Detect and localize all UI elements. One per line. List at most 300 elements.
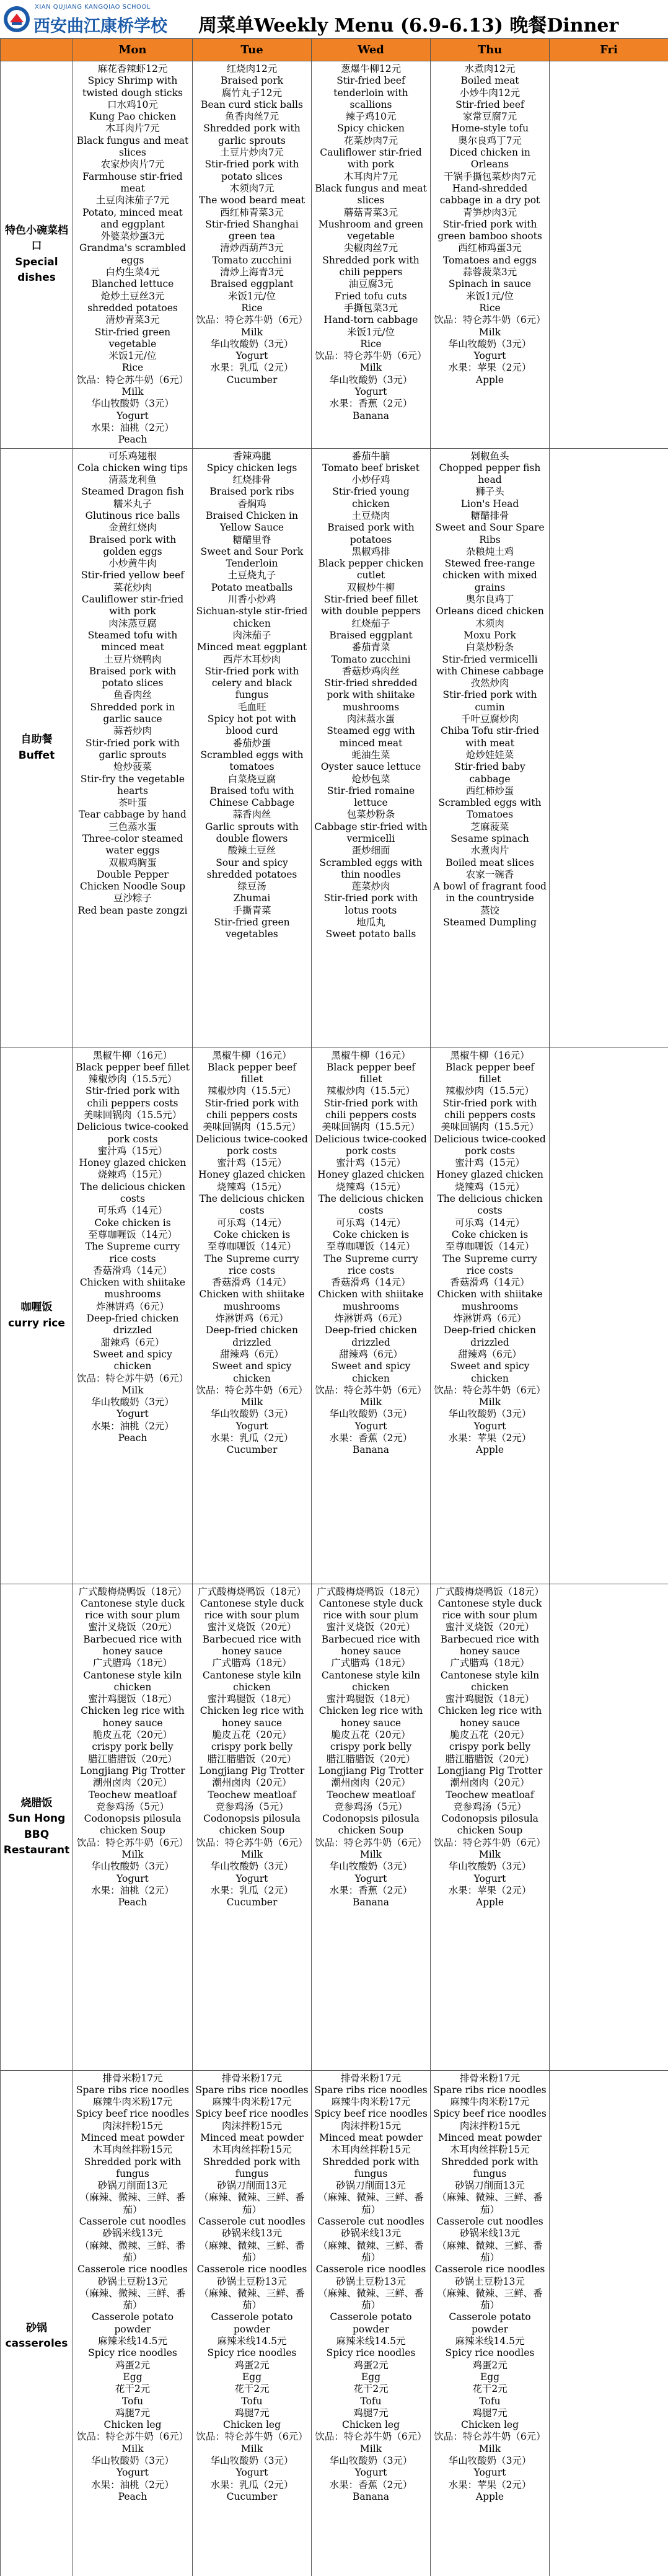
menu-item-line: 清炒青菜3元 xyxy=(105,314,160,326)
menu-item-line: （麻辣、微辣、三鲜、番茄） xyxy=(79,2287,186,2311)
menu-item-line: Teochew meatloaf xyxy=(446,1789,534,1801)
menu-item-line: Delicious twice-cooked pork costs xyxy=(196,1133,308,1157)
menu-item-line: 米饭1元/位 xyxy=(108,350,157,362)
menu-item-line: Spare ribs rice noodles xyxy=(314,2084,428,2096)
menu-item-line: Black pepper beef fillet xyxy=(207,1061,297,1085)
menu-item-line: Boiled meat xyxy=(460,75,519,87)
menu-item-line: Shredded pork with fungus xyxy=(441,2156,538,2179)
menu-item-line: Milk xyxy=(240,1849,263,1861)
menu-item-line: Casserole potato powder xyxy=(91,2311,174,2335)
menu-item-line: Sweet and spicy chicken xyxy=(331,1361,411,1384)
menu-item-line: 土豆片烧鸭肉 xyxy=(103,653,162,665)
menu-item-line: Cantonese style kiln chicken xyxy=(321,1669,421,1693)
page-title: 周菜单Weekly Menu (6.9-6.13) 晚餐Dinner xyxy=(198,15,619,37)
menu-item-line: Rice xyxy=(121,362,144,374)
menu-item-line: 水果：香蕉（2元） xyxy=(329,1884,413,1896)
menu-item-line: crispy pork belly xyxy=(92,1741,174,1753)
menu-row xyxy=(1,1584,668,2070)
menu-item-line: Casserole rice noodles xyxy=(434,2264,545,2275)
menu-item-line: 饮品：特仑苏牛奶（6元） xyxy=(434,1837,546,1848)
menu-item-line: 茶叶蛋 xyxy=(118,797,147,809)
menu-item-line: Milk xyxy=(121,1849,144,1861)
menu-item-line: 木耳肉丝拌粉15元 xyxy=(92,2144,173,2156)
menu-item-line: 麻辣牛肉米粉17元 xyxy=(450,2096,530,2108)
menu-item-line: Tomato zucchini xyxy=(331,653,411,665)
menu-item-line: 辣椒炒肉（15.5元） xyxy=(445,1085,534,1097)
menu-cell xyxy=(312,448,431,1048)
menu-item-line: Tofu xyxy=(241,2395,263,2407)
menu-item-line: Yogurt xyxy=(116,1408,149,1420)
menu-item-line: Stir-fried pork with chili peppers costs xyxy=(204,1097,299,1121)
menu-cell xyxy=(312,61,431,449)
menu-item-line: Stir-fry the vegetable hearts xyxy=(80,773,185,796)
menu-item-line: The delicious chicken costs xyxy=(318,1193,424,1217)
menu-item-line: 美味回锅肉（15.5元） xyxy=(203,1121,301,1133)
menu-item-line: Stir-fried shredded pork with shiitake mushrooms xyxy=(324,677,418,713)
menu-item-line: 麻辣牛肉米粉17元 xyxy=(331,2096,411,2108)
menu-item-line: Deep-fried chicken drizzled xyxy=(206,1325,298,1348)
menu-item-line: （麻辣、微辣、三鲜、番茄） xyxy=(437,2239,543,2263)
menu-cell xyxy=(193,2070,312,2576)
menu-item-line: Zhumai xyxy=(233,893,271,904)
menu-row xyxy=(1,448,668,1048)
menu-item-line: 红烧茄子 xyxy=(351,617,390,629)
menu-item-line: 华山牧酸奶（3元） xyxy=(91,398,174,410)
menu-item-line: Chicken leg rice with honey sauce xyxy=(319,1705,423,1729)
menu-item-line: 可乐鸡（14元） xyxy=(455,1217,525,1228)
menu-item-line: Sweet and Sour Spare Ribs xyxy=(435,522,545,545)
menu-item-line: 炝炒娃娃菜 xyxy=(465,749,514,761)
menu-item-line: Milk xyxy=(478,1396,501,1408)
menu-item-line: 木须肉 xyxy=(475,617,504,629)
menu-cell xyxy=(431,1048,550,1584)
section-label xyxy=(1,2070,73,2576)
menu-item-line: Sesame spinach xyxy=(450,833,529,844)
menu-item-line: Stir-fried yellow beef xyxy=(81,570,184,581)
menu-item-line: 蒜蓉菠菜3元 xyxy=(462,267,517,278)
menu-item-line: shredded potatoes xyxy=(87,302,178,314)
menu-item-line: Teochew meatloaf xyxy=(88,1789,177,1801)
menu-item-line: 油豆腐3元 xyxy=(348,278,393,290)
menu-item-line: 绿豆汤 xyxy=(237,881,266,893)
menu-item-line: Cantonese style kiln chicken xyxy=(202,1669,302,1693)
menu-item-line: 水果：苹果（2元） xyxy=(448,362,532,374)
menu-item-line: 水果：苹果（2元） xyxy=(448,1884,532,1896)
menu-item-line: 甜辣鸡（6元） xyxy=(339,1348,403,1360)
menu-item-line: Banana xyxy=(352,2490,390,2502)
menu-item-line: 广式腊鸡（18元） xyxy=(92,1657,173,1669)
day-header: Mon xyxy=(73,39,193,61)
menu-item-line: 至尊咖喱饭（14元） xyxy=(326,1241,416,1253)
menu-item-line: Grandma's scrambled eggs xyxy=(79,242,186,266)
menu-item-line: 砂锅刀削面13元 xyxy=(455,2180,525,2192)
menu-item-line: 土豆片炒肉7元 xyxy=(220,147,284,159)
menu-item-line: 炸淋饼鸡（6元） xyxy=(215,1313,289,1325)
menu-item-line: 饮品：特仑苏牛奶（6元） xyxy=(76,2431,189,2443)
menu-item-line: 麻辣米线14.5元 xyxy=(217,2336,287,2347)
menu-item-line: （麻辣、微辣、三鲜、番茄） xyxy=(199,2287,305,2311)
menu-item-line: 砂锅米线13元 xyxy=(102,2228,163,2239)
menu-item-line: Banana xyxy=(352,1444,390,1456)
menu-item-line: 砂锅米线13元 xyxy=(221,2228,283,2239)
menu-item-line: 花干2元 xyxy=(234,2383,270,2395)
menu-item-line: 米饭1元/位 xyxy=(346,326,395,338)
menu-item-line: Delicious twice-cooked pork costs xyxy=(76,1121,189,1145)
menu-item-line: Cantonese style duck rice with sour plum xyxy=(81,1597,185,1621)
menu-item-line: Kung Pao chicken xyxy=(89,111,177,123)
menu-item-line: Casserole potato powder xyxy=(449,2311,531,2335)
section-label-en: Special dishes xyxy=(15,255,58,285)
menu-item-line: 麻花香辣虾12元 xyxy=(97,63,168,74)
menu-item-line: 外婆菜炒蛋3元 xyxy=(100,231,165,242)
menu-item-line: 烧辣鸡（15元） xyxy=(97,1169,168,1181)
menu-item-line: 潮州卤肉（20元） xyxy=(92,1777,173,1789)
menu-item-line: Yogurt xyxy=(354,1872,387,1884)
menu-item-line: 莲菜炒肉 xyxy=(351,881,390,893)
menu-item-line: Potato, minced meat and eggplant xyxy=(82,206,183,230)
menu-item-line: 广式腊鸡（18元） xyxy=(331,1657,411,1669)
menu-item-line: Milk xyxy=(478,326,501,338)
menu-item-line: Stir-fried pork with garlic sprouts xyxy=(86,737,180,761)
menu-item-line: Coke chicken is xyxy=(451,1228,529,1240)
menu-item-line: 腊江腊腊饭（20元） xyxy=(445,1753,535,1765)
menu-item-line: Cantonese style duck rice with sour plum xyxy=(437,1597,542,1621)
menu-item-line: 排骨米粉17元 xyxy=(221,2072,283,2084)
menu-item-line: 广式酸梅烧鸭饭（18元） xyxy=(317,1586,425,1597)
menu-item-line: 辣椒炒肉（15.5元） xyxy=(88,1074,177,1085)
menu-item-line: 华山牧酸奶（3元） xyxy=(329,1408,413,1420)
menu-item-line: Casserole rice noodles xyxy=(77,2264,188,2275)
menu-item-line: 水煮肉12元 xyxy=(464,63,516,74)
menu-item-line: Tofu xyxy=(479,2395,501,2407)
menu-item-line: 饮品：特仑苏牛奶（6元） xyxy=(76,1372,189,1384)
menu-item-line: Cantonese style duck rice with sour plum xyxy=(200,1597,304,1621)
menu-item-line: Longjiang Pig Trotter xyxy=(80,1765,185,1776)
menu-item-line: Barbecued rice with honey sauce xyxy=(440,1633,540,1657)
menu-item-line: 蛋炒细面 xyxy=(351,845,390,857)
menu-item-line: A bowl of fragrant food in the countryside xyxy=(433,881,547,904)
menu-item-line: 香菇滑鸡（14元） xyxy=(92,1264,173,1276)
menu-item-line: The wood beard meat xyxy=(198,195,305,206)
menu-item-line: 蒜苔炒肉 xyxy=(113,725,152,737)
menu-item-line: Chicken leg rice with honey sauce xyxy=(437,1705,542,1729)
menu-item-line: Cauliflower stir-fried with pork xyxy=(320,147,422,170)
menu-cell xyxy=(431,1584,550,2070)
menu-item-line: Milk xyxy=(359,1396,382,1408)
menu-item-line: Teochew meatloaf xyxy=(208,1789,296,1801)
menu-item-line: 美味回锅肉（15.5元） xyxy=(83,1109,182,1121)
section-label-cn: 烧腊饭 xyxy=(20,1796,53,1809)
menu-item-line: Stir-fried pork with chili peppers costs xyxy=(442,1097,537,1121)
section-label xyxy=(1,1584,73,2070)
menu-item-line: 排骨米粉17元 xyxy=(102,2072,163,2084)
section-label-en: curry rice xyxy=(8,1317,65,1330)
menu-item-line: 竞参鸡汤（5元） xyxy=(334,1801,408,1812)
menu-item-line: 广式酸梅烧鸭饭（18元） xyxy=(78,1586,187,1597)
menu-item-line: 饮品：特仑苏牛奶（6元） xyxy=(434,2431,546,2443)
menu-item-line: 饮品：特仑苏牛奶（6元） xyxy=(315,2431,427,2443)
school-emblem-icon xyxy=(2,5,31,33)
menu-item-line: Yogurt xyxy=(235,1872,268,1884)
menu-item-line: Milk xyxy=(121,386,144,398)
menu-item-line: Spicy rice noodles xyxy=(445,2347,535,2359)
menu-item-line: 华山牧酸奶（3元） xyxy=(448,338,532,350)
menu-item-line: 酸辣土豆丝 xyxy=(227,845,276,857)
menu-item-line: 小炒黄牛肉 xyxy=(108,558,157,570)
menu-item-line: 地瓜丸 xyxy=(356,917,385,929)
menu-item-line: Double Pepper Chicken Noodle Soup xyxy=(79,868,185,893)
menu-item-line: 千叶豆腐炒肉 xyxy=(460,713,519,725)
menu-item-line: Chicken with shiitake mushrooms xyxy=(199,1289,305,1312)
menu-item-line: 清炒上海青3元 xyxy=(220,267,284,278)
menu-item-line: 水果：乳瓜（2元） xyxy=(210,2479,294,2490)
menu-cell xyxy=(193,61,312,449)
menu-item-line: 花干2元 xyxy=(353,2383,389,2395)
menu-item-line: Yogurt xyxy=(235,1420,268,1432)
menu-item-line: 川香小炒鸡 xyxy=(227,594,276,606)
menu-item-line: 腊江腊腊饭（20元） xyxy=(207,1753,297,1765)
menu-item-line: 木耳肉丝拌粉15元 xyxy=(331,2144,411,2156)
menu-cell xyxy=(550,1584,668,2070)
menu-item-line: Cantonese style kiln chicken xyxy=(83,1669,182,1693)
menu-item-line: Milk xyxy=(478,1849,501,1861)
menu-item-line: crispy pork belly xyxy=(211,1741,293,1753)
menu-item-line: 家常豆腐7元 xyxy=(462,111,517,123)
menu-item-line: Egg xyxy=(480,2371,500,2383)
menu-item-line: 土豆烧肉 xyxy=(351,509,390,521)
menu-cell xyxy=(73,1584,193,2070)
menu-item-line: 奥尔良鸡丁7元 xyxy=(458,135,522,146)
menu-item-line: Cola chicken wing tips xyxy=(77,462,188,474)
menu-item-line: Diced chicken in Orleans xyxy=(449,147,530,170)
menu-item-line: Casserole cut noodles xyxy=(79,2216,187,2228)
menu-item-line: Yogurt xyxy=(235,350,268,362)
menu-item-line: Stir-fried pork with green bamboo shoots xyxy=(437,218,542,242)
menu-item-line: 鸡蛋2元 xyxy=(353,2359,389,2371)
menu-item-line: 水果：香蕉（2元） xyxy=(329,2479,413,2490)
menu-item-line: Spinach in sauce xyxy=(448,278,532,290)
menu-item-line: Deep-fried chicken drizzled xyxy=(86,1313,179,1336)
day-header: Thu xyxy=(431,39,550,61)
menu-item-line: Rice xyxy=(479,302,501,314)
menu-item-line: 水果：香蕉（2元） xyxy=(329,398,413,410)
menu-item-line: Steamed Dragon fish xyxy=(81,486,184,498)
menu-item-line: 鸡蛋2元 xyxy=(234,2359,270,2371)
menu-item-line: 奥尔良鸡丁 xyxy=(465,594,514,606)
menu-item-line: Spicy rice noodles xyxy=(326,2347,416,2359)
menu-item-line: 至尊咖喱饭（14元） xyxy=(207,1241,297,1253)
menu-item-line: Braised tofu with Chinese Cabbage xyxy=(209,785,295,809)
menu-item-line: 肉沫拌粉15元 xyxy=(221,2120,283,2132)
menu-item-line: Black fungus and meat slices xyxy=(76,135,189,159)
menu-item-line: 竞参鸡汤（5元） xyxy=(453,1801,527,1812)
menu-cell xyxy=(312,1584,431,2070)
menu-cell xyxy=(193,1048,312,1584)
menu-item-line: Stir-fried Shanghai green tea xyxy=(205,218,299,242)
menu-item-line: 广式酸梅烧鸭饭（18元） xyxy=(436,1586,544,1597)
menu-item-line: Chopped pepper fish head xyxy=(439,462,541,486)
menu-item-line: Peach xyxy=(118,2490,147,2502)
menu-item-line: Cantonese style kiln chicken xyxy=(440,1669,540,1693)
menu-item-line: Braised eggplant xyxy=(210,278,294,290)
menu-item-line: （麻辣、微辣、三鲜、番茄） xyxy=(437,2192,543,2215)
menu-item-line: 清炒西葫芦3元 xyxy=(220,242,284,254)
menu-item-line: 西红柿鸡蛋3元 xyxy=(458,242,522,254)
menu-item-line: Yogurt xyxy=(473,1872,506,1884)
menu-item-line: 炝炒包菜 xyxy=(351,773,390,785)
menu-item-line: 水果：油桃（2元） xyxy=(91,2479,174,2490)
menu-item-line: 西芹木耳炒肉 xyxy=(222,653,281,665)
menu-item-line: Spicy chicken xyxy=(337,123,405,135)
menu-item-line: 毛血旺 xyxy=(237,701,266,713)
menu-item-line: 木耳肉丝拌粉15元 xyxy=(212,2144,292,2156)
menu-item-line: 黑椒牛柳（16元） xyxy=(331,1049,411,1061)
menu-item-line: 米饭1元/位 xyxy=(465,290,514,302)
menu-item-line: 蜜汁鸡（15元） xyxy=(217,1157,287,1169)
menu-item-line: 米饭1元/位 xyxy=(227,290,276,302)
menu-item-line: 农家一碗香 xyxy=(465,868,514,880)
menu-item-line: Shredded pork with fungus xyxy=(322,2156,420,2179)
menu-item-line: Shredded pork with fungus xyxy=(84,2156,182,2179)
menu-item-line: 番茄牛腩 xyxy=(351,450,390,462)
menu-item-line: 水果：油桃（2元） xyxy=(91,1884,174,1896)
menu-item-line: 糖醋里脊 xyxy=(232,534,271,545)
menu-item-line: Spicy rice noodles xyxy=(207,2347,297,2359)
menu-item-line: 烧辣鸡（15元） xyxy=(336,1181,406,1193)
menu-item-line: Stir-fried pork with cumin xyxy=(442,689,537,713)
day-header: Wed xyxy=(312,39,431,61)
menu-item-line: 排骨米粉17元 xyxy=(340,2072,402,2084)
menu-item-line: Coke chicken is xyxy=(332,1228,410,1240)
menu-item-line: Shredded pork with chili peppers xyxy=(322,254,420,278)
menu-item-line: 青笋炒肉3元 xyxy=(462,206,517,218)
menu-item-line: 香菇滑鸡（14元） xyxy=(212,1277,292,1289)
menu-item-line: crispy pork belly xyxy=(449,1741,531,1753)
menu-item-line: Spare ribs rice noodles xyxy=(433,2084,547,2096)
menu-item-line: 脆皮五花（20元） xyxy=(331,1729,411,1741)
school-logo xyxy=(0,0,167,38)
menu-item-line: 脆皮五花（20元） xyxy=(92,1729,173,1741)
menu-item-line: 菜花炒肉 xyxy=(113,581,152,593)
section-label-cn: 自助餐 xyxy=(20,733,53,746)
menu-item-line: Shredded pork with fungus xyxy=(203,2156,301,2179)
section-label-en: casseroles xyxy=(5,2337,68,2350)
menu-item-line: Tofu xyxy=(360,2395,382,2407)
menu-item-line: 香菇滑鸡（14元） xyxy=(331,1277,411,1289)
menu-item-line: Black pepper beef fillet xyxy=(445,1061,535,1085)
menu-item-line: Cucumber xyxy=(226,1444,278,1456)
menu-item-line: Tofu xyxy=(121,2395,144,2407)
menu-item-line: 饮品：特仑苏牛奶（6元） xyxy=(315,1384,427,1396)
menu-item-line: 饮品：特仑苏牛奶（6元） xyxy=(76,374,189,386)
menu-item-line: 炸淋饼鸡（6元） xyxy=(453,1313,527,1325)
menu-item-line: 炝炒菠菜 xyxy=(113,761,152,773)
menu-item-line: Rice xyxy=(241,302,263,314)
menu-item-line: 炸淋饼鸡（6元） xyxy=(334,1313,408,1325)
menu-item-line: Chicken leg xyxy=(460,2419,519,2431)
menu-item-line: Casserole potato powder xyxy=(211,2311,293,2335)
menu-item-line: 砂锅刀削面13元 xyxy=(217,2180,287,2192)
menu-item-line: 花干2元 xyxy=(115,2383,151,2395)
menu-item-line: Apple xyxy=(475,2490,504,2502)
menu-cell xyxy=(312,1048,431,1584)
menu-item-line: 小炒牛肉12元 xyxy=(459,87,521,99)
menu-item-line: Cauliflower stir-fried with pork xyxy=(81,594,184,617)
menu-item-line: Cantonese style duck rice with sour plum xyxy=(319,1597,423,1621)
menu-item-line: Yogurt xyxy=(116,1872,149,1884)
menu-item-line: Codonopsis pilosula chicken Soup xyxy=(441,1813,538,1837)
menu-item-line: Longjiang Pig Trotter xyxy=(199,1765,305,1776)
menu-item-line: 糖醋排骨 xyxy=(470,509,509,521)
menu-cell xyxy=(431,61,550,449)
menu-item-line: Banana xyxy=(352,1897,390,1908)
menu-item-line: Home-style tofu xyxy=(450,123,529,135)
menu-row xyxy=(1,2070,668,2576)
menu-item-line: Chicken with shiitake mushrooms xyxy=(318,1289,424,1312)
menu-item-line: 蒜香肉丝 xyxy=(232,809,271,821)
menu-item-line: Spicy hot pot with blood curd xyxy=(207,713,297,737)
menu-item-line: Stir-fried beef fillet with double peppers xyxy=(320,594,421,617)
menu-item-line: 砂锅刀削面13元 xyxy=(336,2180,406,2192)
menu-item-line: 饮品：特仑苏牛奶（6元） xyxy=(434,314,546,326)
school-name-small: XIAN QUJIANG KANGQIAO SCHOOL xyxy=(35,4,151,11)
menu-item-line: 甜辣鸡（6元） xyxy=(220,1348,284,1360)
menu-item-line: Honey glazed chicken xyxy=(79,1157,187,1169)
menu-item-line: （麻辣、微辣、三鲜、番茄） xyxy=(79,2239,186,2263)
menu-item-line: 华山牧酸奶（3元） xyxy=(91,2455,174,2466)
section-label-cn: 特色小碗菜档口 xyxy=(5,224,68,253)
menu-item-line: 金黄红烧肉 xyxy=(108,522,157,534)
menu-item-line: Moxu Pork xyxy=(464,629,516,641)
menu-item-line: 西红柿炒蛋 xyxy=(465,785,514,796)
menu-item-line: 饮品：特仑苏牛奶（6元） xyxy=(76,1837,189,1848)
menu-item-line: Sweet potato balls xyxy=(325,929,416,940)
menu-item-line: 美味回锅肉（15.5元） xyxy=(441,1121,539,1133)
menu-item-line: 土豆烧丸子 xyxy=(227,570,276,581)
menu-item-line: 至尊咖喱饭（14元） xyxy=(88,1228,177,1240)
menu-item-line: 可乐鸡（14元） xyxy=(336,1217,406,1228)
menu-item-line: Milk xyxy=(359,1849,382,1861)
menu-item-line: Stir-fried young chicken xyxy=(332,486,410,509)
menu-item-line: 辣子鸡10元 xyxy=(345,111,397,123)
menu-item-line: Minced meat powder xyxy=(81,2132,185,2143)
menu-item-line: （麻辣、微辣、三鲜、番茄） xyxy=(199,2192,305,2215)
menu-item-line: Sichuan-style stir-fried chicken xyxy=(196,606,308,629)
menu-item-line: 葱爆牛柳12元 xyxy=(340,63,402,74)
menu-item-line: Stir-fried vermicelli with Chinese cabbage xyxy=(436,653,544,677)
menu-item-line: Longjiang Pig Trotter xyxy=(318,1765,424,1776)
day-header: Tue xyxy=(193,39,312,61)
menu-item-line: Milk xyxy=(478,2443,501,2455)
menu-item-line: 水果：油桃（2元） xyxy=(91,421,174,433)
menu-item-line: Fried tofu cuts xyxy=(335,290,407,302)
menu-item-line: Yogurt xyxy=(116,410,149,421)
menu-item-line: 农家炒肉片7元 xyxy=(100,159,165,170)
menu-item-line: 华山牧酸奶（3元） xyxy=(210,2455,294,2466)
menu-item-line: Yogurt xyxy=(116,2467,149,2479)
menu-item-line: 三色蒸水蛋 xyxy=(108,821,157,832)
menu-item-line: Deep-fried chicken drizzled xyxy=(444,1325,536,1348)
menu-item-line: Potato meatballs xyxy=(211,581,293,593)
menu-item-line: 砂锅土豆粉13元 xyxy=(455,2275,525,2287)
menu-item-line: 蜜汁鸡腿饭（18元） xyxy=(207,1693,297,1705)
menu-item-line: Braised pork with potato slices xyxy=(89,665,177,689)
menu-item-line: 清蒸龙利鱼 xyxy=(108,474,157,486)
menu-item-line: 狮子头 xyxy=(475,486,504,498)
section-label-cn: 咖喱饭 xyxy=(20,1301,53,1313)
menu-item-line: （麻辣、微辣、三鲜、番茄） xyxy=(318,2287,424,2311)
menu-item-line: Cucumber xyxy=(226,2490,278,2502)
